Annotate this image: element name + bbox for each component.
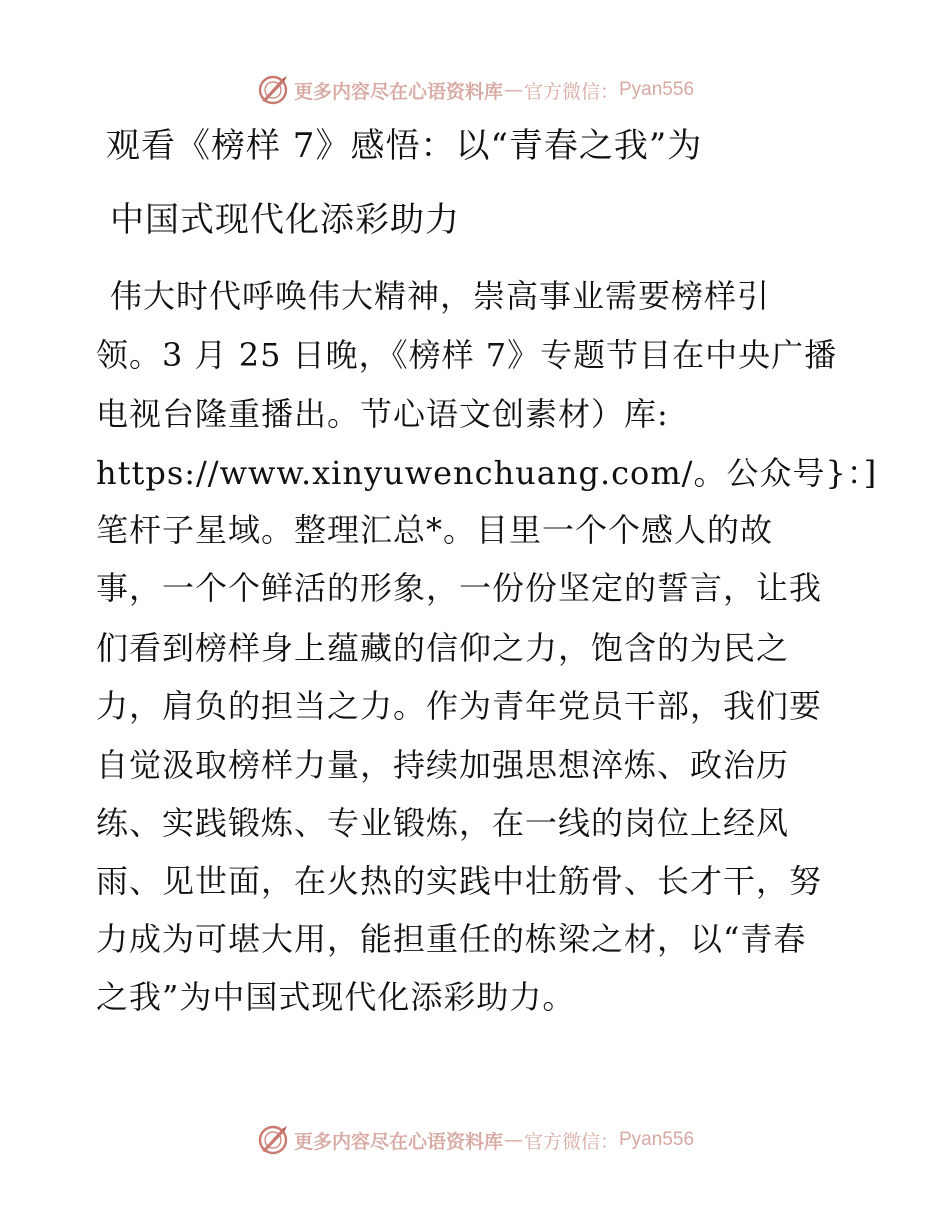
body-line: 之我”为中国式现代化添彩助力。 — [96, 978, 576, 1016]
quill-pen-logo-icon — [256, 73, 290, 107]
body-line: 雨、见世面，在火热的实践中壮筋骨、长才干，努 — [96, 862, 823, 900]
banner-text: 更多内容尽在心语资料库 — [293, 80, 503, 103]
quill-pen-logo-icon — [256, 1123, 290, 1157]
body-line: 力，肩负的担当之力。作为青年党员干部，我们要 — [96, 687, 823, 725]
banner-separator: — — [503, 79, 523, 101]
document-title-line-2: 中国式现代化添彩助力 — [110, 200, 460, 240]
body-line: 们看到榜样身上蕴藏的信仰之力，饱含的为民之 — [96, 629, 790, 667]
body-line: 伟大时代呼唤伟大精神，崇高事业需要榜样引 — [110, 277, 771, 315]
banner-wechat-handle: Pyan556 — [619, 79, 695, 100]
banner-text: 更多内容尽在心语资料库 — [293, 1130, 503, 1153]
banner-separator: — — [503, 1129, 523, 1151]
body-line: 电视台隆重播出。节心语文创素材）库: — [96, 395, 669, 433]
footer-watermark-banner — [0, 1120, 950, 1160]
banner-wechat-handle: Pyan556 — [619, 1129, 695, 1150]
header-watermark-banner — [0, 70, 950, 110]
body-line: 事，一个个鲜活的形象，一份份坚定的誓言，让我 — [96, 569, 823, 607]
body-line: 力成为可堪大用，能担重任的栋梁之材，以“青春 — [96, 920, 807, 958]
banner-wechat-label: 官方微信： — [523, 1130, 619, 1153]
body-line: 练、实践锻炼、专业锻炼，在一线的岗位上经风 — [96, 804, 790, 842]
body-line: 自觉汲取榜样力量，持续加强思想淬炼、政治历 — [96, 746, 790, 784]
body-line: 领。3 月 25 日晚，《榜样 7》专题节目在中央广播 — [96, 336, 838, 374]
body-line: 笔杆子星域。整理汇总*。目里一个个感人的故 — [96, 511, 774, 549]
banner-wechat-label: 官方微信： — [523, 80, 619, 103]
document-title-line-1: 观看《榜样 7》感悟：以“青春之我”为 — [106, 126, 703, 166]
body-line: https://www.xinyuwenchuang.com/。公众号}：] — [96, 454, 878, 492]
